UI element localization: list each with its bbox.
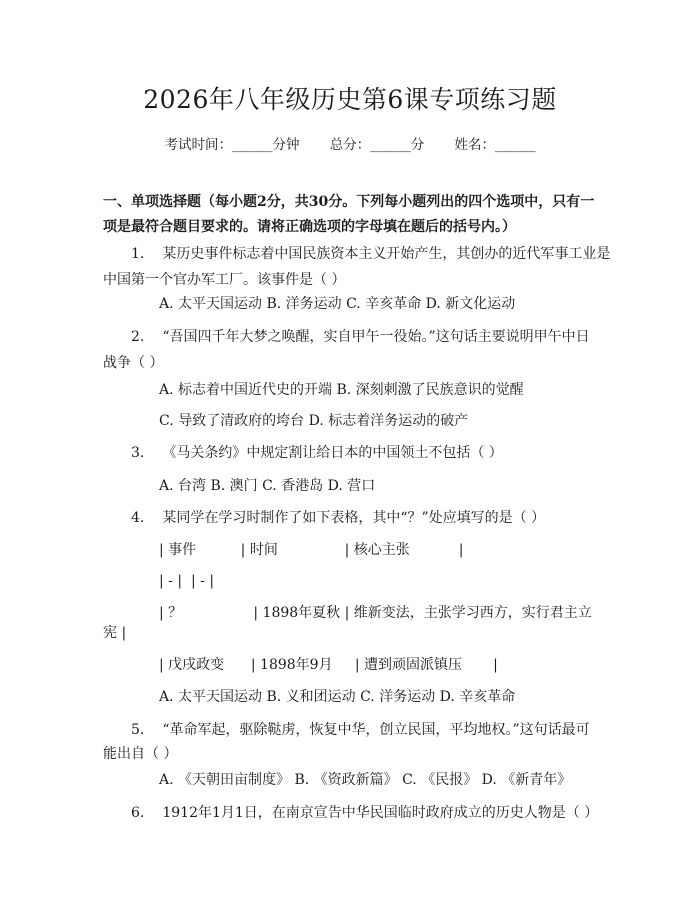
question-5-options: A. 《天朝田亩制度》 B. 《资政新篇》 C. 《民报》 D. 《新青年》 (159, 772, 572, 788)
question-6-line-1 (131, 800, 598, 826)
question-3-options: A. 台湾 B. 澳门 C. 香港岛 D. 营口 (159, 478, 376, 494)
total-score-field: 总分：______分 (329, 137, 425, 153)
page-title: 2026年八年级历史第6课专项练习题 (143, 85, 557, 114)
question-stem: 某历史事件标志着中国民族资本主义开始产生，其创办的近代军事工业是 (162, 246, 611, 262)
question-stem: “革命军起，驱除鞑虏，恢复中华，创立民国，平均地权。”这句话最可 (162, 722, 590, 738)
question-number: 6. (131, 805, 145, 821)
question-2-line-1 (131, 324, 590, 350)
question-2-options-1: A. 标志着中国近代史的开端 B. 深刻刺激了民族意识的觉醒 (159, 382, 524, 398)
question-number: 3. (131, 445, 145, 461)
table-row-1-wrap: 宪 | (103, 625, 127, 641)
table-row-2: | 戊戌政变 | 1898年9月 | 遭到顽固派镇压 | (159, 657, 498, 673)
question-number: 1. (131, 246, 145, 262)
table-divider-row: | - | | - | (159, 573, 215, 589)
section-heading-line-1: 一、单项选择题（每小题2分，共30分。下列每小题列出的四个选项中，只有一 (103, 194, 595, 210)
student-name-field: 姓名：______ (454, 137, 536, 153)
question-4-options: A. 太平天国运动 B. 义和团运动 C. 洋务运动 D. 辛亥革命 (159, 689, 516, 705)
question-stem: 某同学在学习时制作了如下表格，其中“？”处应填写的是（ ） (162, 510, 546, 526)
question-1-options: A. 太平天国运动 B. 洋务运动 C. 辛亥革命 D. 新文化运动 (159, 296, 516, 312)
table-row-1: | ？ | 1898年夏秋 | 维新变法，主张学习西方，实行君主立 (159, 605, 592, 621)
question-stem: 《马关条约》中规定割让给日本的中国领土不包括（ ） (162, 445, 503, 461)
question-number: 2. (131, 329, 145, 345)
table-header-row: | 事件 | 时间 | 核心主张 | (159, 542, 464, 558)
question-number: 4. (131, 510, 145, 526)
question-4-line-1 (131, 505, 545, 531)
question-number: 5. (131, 722, 145, 738)
question-stem: 1912年1月1日，在南京宣告中华民国临时政府成立的历史人物是（ ） (162, 805, 599, 821)
exam-time-field: 考试时间：______分钟 (164, 137, 300, 153)
question-1-line-2: 中国第一个官办军工厂。该事件是（ ） (103, 272, 346, 288)
question-5-line-2: 能出自（ ） (103, 746, 178, 762)
question-2-options-2: C. 导致了清政府的垮台 D. 标志着洋务运动的破产 (159, 413, 469, 429)
question-3-line-1 (131, 440, 503, 466)
exam-meta (0, 133, 700, 153)
question-stem: “吾国四千年大梦之唤醒，实自甲午一役始。”这句话主要说明甲午中日 (162, 329, 590, 345)
question-5-line-1 (131, 717, 590, 743)
question-2-line-2: 战争（ ） (103, 355, 164, 371)
section-heading (103, 190, 603, 240)
question-1-line-1 (131, 241, 610, 267)
section-heading-line-2: 项是最符合题目要求的。请将正确选项的字母填在题后的括号内。） (103, 219, 516, 235)
